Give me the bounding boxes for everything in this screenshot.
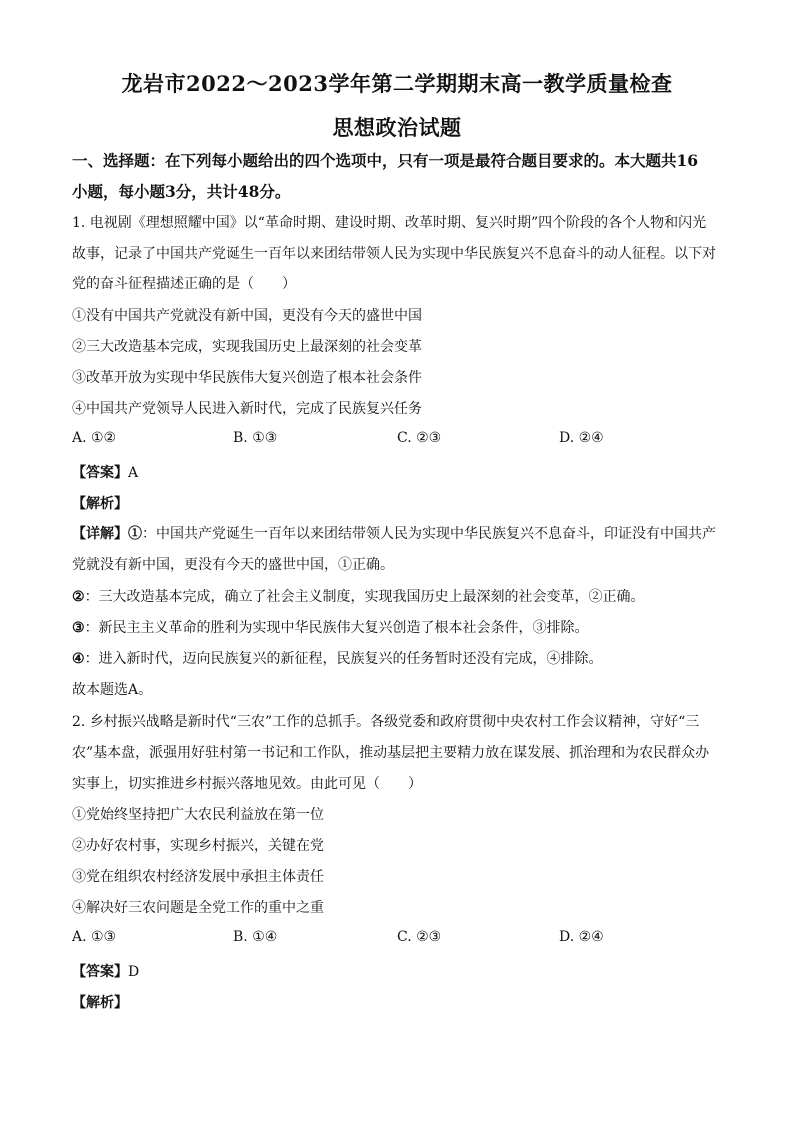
q1-detail-line-4: ③：新民主主义革命的胜利为实现中华民族伟大复兴创造了根本社会条件，③排除。 <box>72 620 589 636</box>
q2-analysis-tag: 【解析】 <box>72 995 128 1011</box>
q1-item-1: ①没有中国共产党就没有新中国，更没有今天的盛世中国 <box>72 308 422 324</box>
q1-answer <box>72 462 138 482</box>
q1-stem-line-1: 1. 电视剧《理想照耀中国》以“革命时期、建设时期、改革时期、复兴时期”四个阶段的各个人物和闪光 <box>72 215 707 231</box>
q1-option-d: D. ②④ <box>559 430 604 446</box>
exam-title: 龙岩市2022～2023学年第二学期期末高一教学质量检查 <box>121 71 673 96</box>
q1-answer-tag: 【答案】 <box>72 465 128 481</box>
q1-stem-line-3: 党的奋斗征程描述正确的是（ ） <box>72 276 296 292</box>
q2-option-b: B. ①④ <box>233 929 278 945</box>
q1-item-3: ③改革开放为实现中华民族伟大复兴创造了根本社会条件 <box>72 370 422 386</box>
q1-detail-line-5: ④：进入新时代，迈向民族复兴的新征程，民族复兴的任务暂时还没有完成，④排除。 <box>72 651 603 667</box>
section-heading-line-2: 小题，每小题3分，共计48分。 <box>72 182 291 201</box>
q1-item-4: ④中国共产党领导人民进入新时代，完成了民族复兴任务 <box>72 401 422 417</box>
q2-answer-tag: 【答案】 <box>72 964 128 980</box>
section-heading-line-1: 一、选择题：在下列每小题给出的四个选项中，只有一项是最符合题目要求的。本大题共16 <box>72 151 699 170</box>
q2-item-4: ④解决好三农问题是全党工作的重中之重 <box>72 900 324 916</box>
q2-answer <box>72 961 139 981</box>
q2-stem-line-2: 农”基本盘，派强用好驻村第一书记和工作队，推动基层把主要精力放在谋发展、抓治理和为农民群众办 <box>72 745 710 761</box>
q1-stem-line-2: 故事，记录了中国共产党诞生一百年以来团结带领人民为实现中华民族复兴不息奋斗的动人征程。以下对 <box>72 246 716 262</box>
q1-option-b: B. ①③ <box>233 430 278 446</box>
q1-detail-tag: 【详解】 <box>72 526 128 542</box>
section-heading <box>72 145 722 207</box>
q2-stem-line-1: 2. 乡村振兴战略是新时代“三农”工作的总抓手。各级党委和政府贯彻中央农村工作会议精神，守好“三 <box>72 714 700 730</box>
q1-detail-line-3: ②：三大改造基本完成，确立了社会主义制度，实现我国历史上最深刻的社会变革，②正确。 <box>72 589 645 605</box>
exam-subtitle: 思想政治试题 <box>332 115 462 140</box>
q2-answer-value: D <box>128 964 140 980</box>
q1-options <box>72 430 722 450</box>
q1-detail-line-1: 【详解】①：中国共产党诞生一百年以来团结带领人民为实现中华民族复兴不息奋斗，印证没有中国共产 <box>72 526 716 542</box>
q2-stem-line-3: 实事上，切实推进乡村振兴落地见效。由此可见（ ） <box>72 776 422 792</box>
q1-answer-value: A <box>128 465 139 481</box>
q2-item-1: ①党始终坚持把广大农民利益放在第一位 <box>72 807 324 823</box>
q1-option-c: C. ②③ <box>397 430 442 446</box>
q1-analysis-tag: 【解析】 <box>72 496 128 512</box>
q2-option-a: A. ①③ <box>72 929 117 945</box>
q2-option-c: C. ②③ <box>397 929 442 945</box>
q2-options <box>72 929 722 949</box>
q1-detail-line-2: 党就没有新中国，更没有今天的盛世中国，①正确。 <box>72 557 394 573</box>
q2-item-3: ③党在组织农村经济发展中承担主体责任 <box>72 869 324 885</box>
q2-item-2: ②办好农村事，实现乡村振兴，关键在党 <box>72 838 324 854</box>
q1-option-a: A. ①② <box>72 430 117 446</box>
q1-conclusion: 故本题选A。 <box>72 682 153 698</box>
q2-option-d: D. ②④ <box>559 929 604 945</box>
q1-item-2: ②三大改造基本完成，实现我国历史上最深刻的社会变革 <box>72 339 422 355</box>
